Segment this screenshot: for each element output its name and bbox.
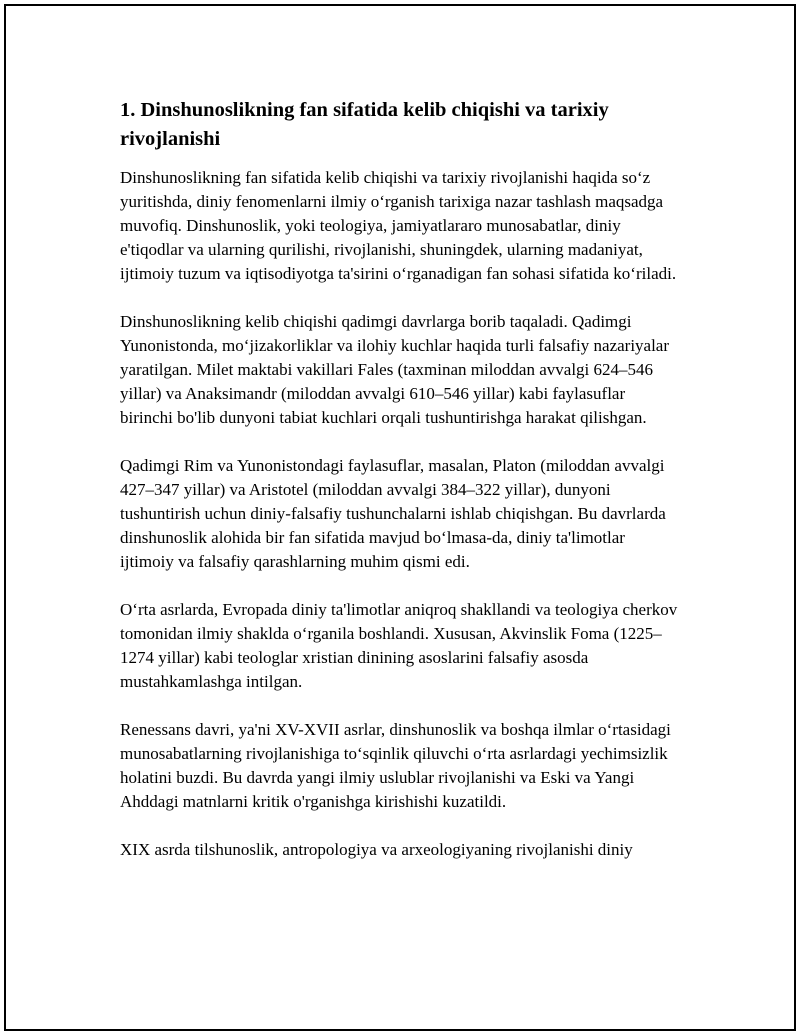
paragraph-5: Renessans davri, ya'ni XV-XVII asrlar, dinshunoslik va boshqa ilmlar o‘rtasidagi munosabatlarning rivojlanishiga to‘sqinlik qiluvchi o‘rta asrlardagi yechimsizlik holatini buzdi. Bu davrda yangi ilmiy uslublar rivojlanishi va Eski va Yangi Ahddagi matnlarni kritik o'rganishga kirishishi kuzatildi. <box>120 720 671 811</box>
paragraph-3: Qadimgi Rim va Yunonistondagi faylasuflar, masalan, Platon (miloddan avvalgi 427–347 yillar) va Aristotel (miloddan avvalgi 384–322 yillar), dunyoni tushuntirish uchun diniy-falsafiy tushunchalarni ishlab chiqishgan. Bu davrlarda dinshunoslik alohida bir fan sifatida mavjud bo‘lmasa-da, diniy ta'limotlar ijtimoiy va falsafiy qarashlarning muhim qismi edi. <box>120 456 666 571</box>
document-body <box>120 96 680 886</box>
section-heading: 1. Dinshunoslikning fan sifatida kelib chiqishi va tarixiy rivojlanishi <box>120 99 609 150</box>
paragraph-2: Dinshunoslikning kelib chiqishi qadimgi davrlarga borib taqaladi. Qadimgi Yunonistonda, mo‘jizakorliklar va ilohiy kuchlar haqida turli falsafiy nazariyalar yaratilgan. Milet maktabi vakillari Fales (taxminan miloddan avvalgi 624–546 yillar) va Anaksimandr (miloddan avvalgi 610–546 yillar) kabi faylasuflar birinchi bo'lib dunyoni tabiat kuchlari orqali tushuntirishga harakat qilishgan. <box>120 312 670 427</box>
document-page <box>4 4 796 1031</box>
paragraph-1: Dinshunoslikning fan sifatida kelib chiqishi va tarixiy rivojlanishi haqida so‘z yuritishda, diniy fenomenlarni ilmiy o‘rganish tarixiga nazar tashlash maqsadga muvofiq. Dinshunoslik, yoki teologiya, jamiyatlararo munosabatlar, diniy e'tiqodlar va ularning qurilishi, rivojlanishi, shuningdek, ularning madaniyat, ijtimoiy tuzum va iqtisodiyotga ta'sirini o‘rganadigan fan sohasi sifatida ko‘riladi. <box>120 168 677 283</box>
paragraph-4: O‘rta asrlarda, Evropada diniy ta'limotlar aniqroq shakllandi va teologiya cherkov tomonidan ilmiy shaklda o‘rganila boshlandi. Xususan, Akvinslik Foma (1225–1274 yillar) kabi teologlar xristian dinining asoslarini falsafiy asosda mustahkamlashga intilgan. <box>120 600 678 691</box>
paragraph-6: XIX asrda tilshunoslik, antropologiya va arxeologiyaning rivojlanishi diniy <box>120 840 633 859</box>
